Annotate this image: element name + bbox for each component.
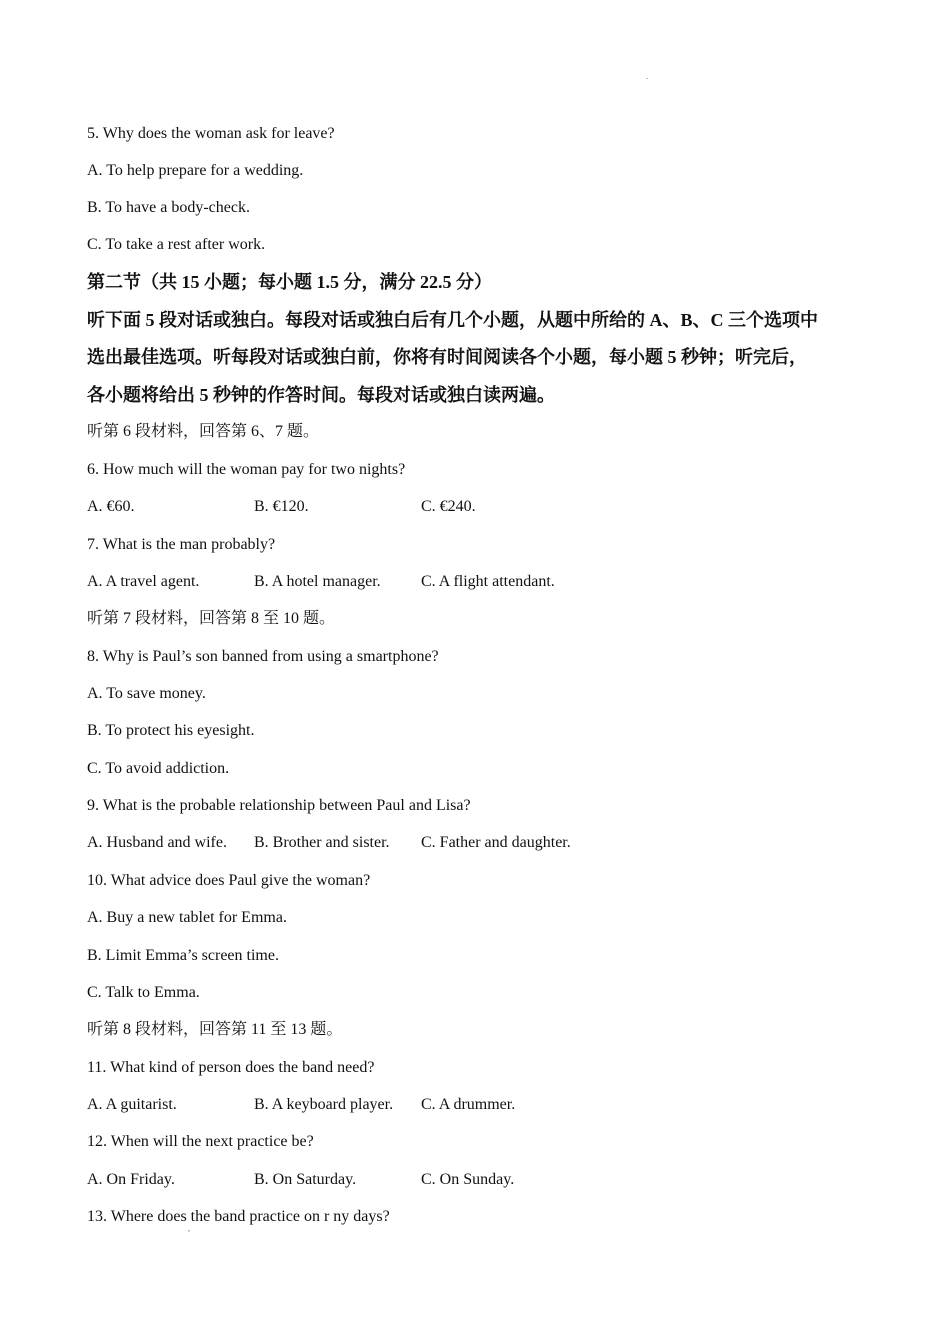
q6-option-c: C. €240. [421,498,476,515]
q8-option-b: B. To protect his eyesight. [87,722,255,739]
question-7: 7. What is the man probably? [87,536,276,553]
q5-option-b: B. To have a body-check. [87,199,250,216]
q8-option-c: C. To avoid addiction. [87,760,230,777]
q12-option-c: C. On Sunday. [421,1171,515,1188]
q8-option-a: A. To save money. [87,685,206,702]
q5-option-c: C. To take a rest after work. [87,236,266,253]
section-2-heading: 第二节（共 15 小题；每小题 1.5 分，满分 22.5 分） [87,272,492,292]
section-2-instructions-line-3: 各小题将给出 5 秒钟的作答时间。每段对话或独白读两遍。 [87,385,555,405]
question-12: 12. When will the next practice be? [87,1133,314,1150]
question-8: 8. Why is Paul’s son banned from using a smartphone? [87,648,439,665]
question-5: 5. Why does the woman ask for leave? [87,125,335,142]
q12-option-b: B. On Saturday. [254,1171,357,1188]
q11-option-a: A. A guitarist. [87,1096,177,1113]
question-10: 10. What advice does Paul give the woman? [87,872,371,889]
q11-option-b: B. A keyboard player. [254,1096,394,1113]
q9-option-c: C. Father and daughter. [421,834,571,851]
q11-option-c: C. A drummer. [421,1096,516,1113]
section-2-instructions-line-2: 选出最佳选项。听每段对话或独白前，你将有时间阅读各个小题，每小题 5 秒钟；听完后， [87,347,807,367]
q12-option-a: A. On Friday. [87,1171,175,1188]
q10-option-b: B. Limit Emma’s screen time. [87,947,279,964]
q10-option-c: C. Talk to Emma. [87,984,200,1001]
q9-option-a: A. Husband and wife. [87,834,227,851]
q6-option-b: B. €120. [254,498,309,515]
material-7-instruction: 听第 7 段材料，回答第 8 至 10 题。 [87,610,336,627]
section-2-instructions-line-1: 听下面 5 段对话或独白。每段对话或独白后有几个小题，从题中所给的 A、B、C 三个选项中 [87,310,818,330]
bottom-dot-mark: , [188,1224,190,1233]
q7-option-b: B. A hotel manager. [254,573,381,590]
q5-option-a: A. To help prepare for a wedding. [87,162,304,179]
question-9: 9. What is the probable relationship between Paul and Lisa? [87,797,471,814]
material-6-instruction: 听第 6 段材料，回答第 6、7 题。 [87,423,320,440]
q6-option-a: A. €60. [87,498,135,515]
question-11: 11. What kind of person does the band need? [87,1059,375,1076]
q9-option-b: B. Brother and sister. [254,834,390,851]
q10-option-a: A. Buy a new tablet for Emma. [87,909,287,926]
top-dot-mark: . [646,72,648,81]
question-13: 13. Where does the band practice on r ny days? [87,1208,390,1225]
q7-option-c: C. A flight attendant. [421,573,555,590]
q7-option-a: A. A travel agent. [87,573,200,590]
question-6: 6. How much will the woman pay for two nights? [87,461,406,478]
material-8-instruction: 听第 8 段材料，回答第 11 至 13 题。 [87,1021,343,1038]
